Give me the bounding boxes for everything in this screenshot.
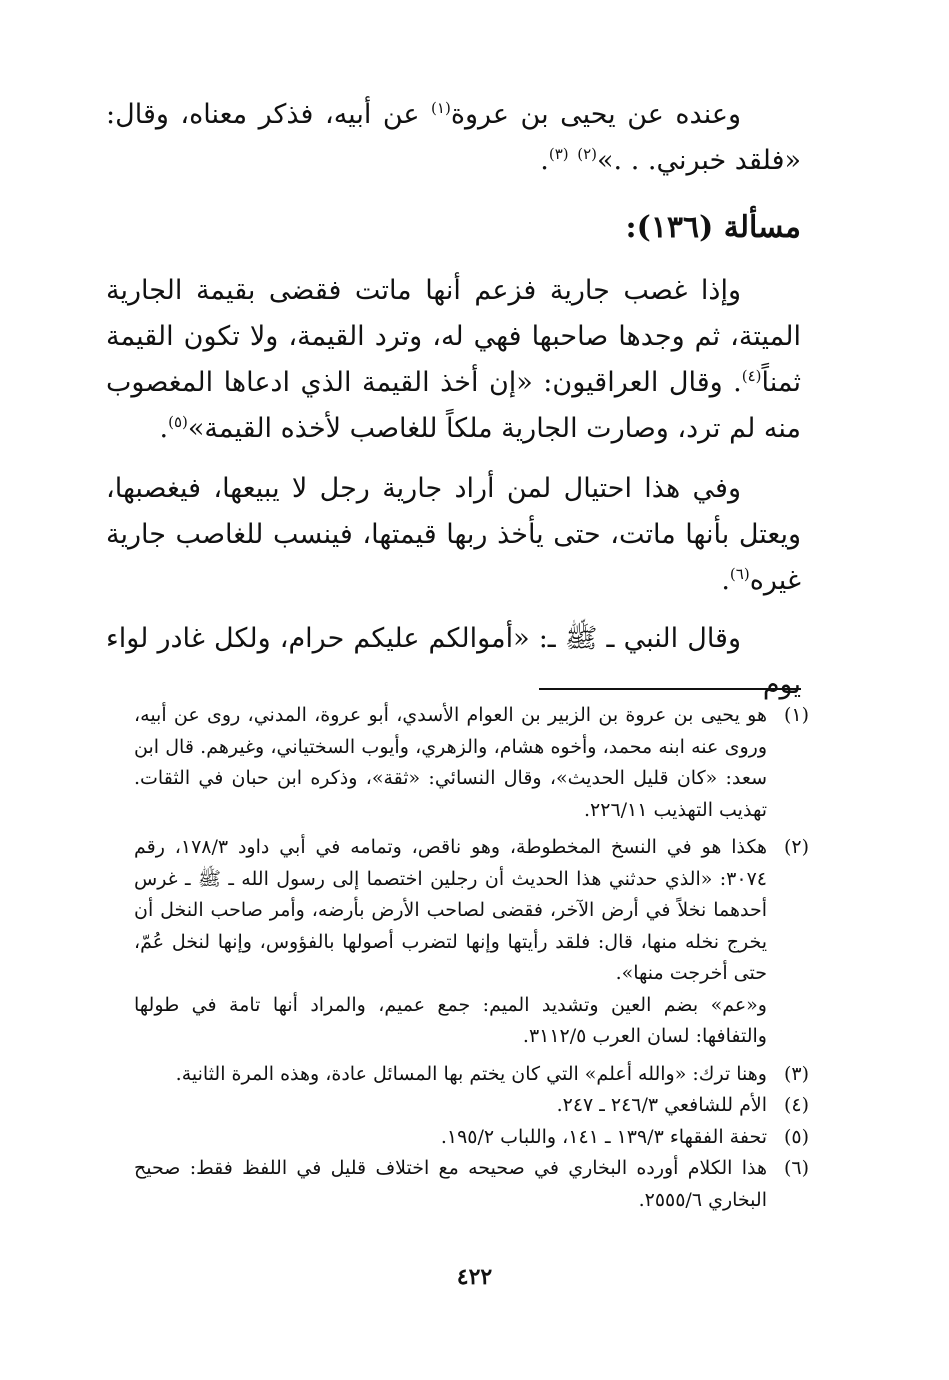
- footnote-text: وهنا ترك: «والله أعلم» التي كان يختم بها المسائل عادة، وهذه المرة الثانية.: [175, 1062, 767, 1085]
- footnote-number: (٢): [783, 836, 809, 858]
- footnote-number: (٤): [783, 1094, 809, 1116]
- paragraph-3: [106, 466, 801, 604]
- footnote-3: [134, 1059, 809, 1091]
- footnote-5: [134, 1122, 809, 1154]
- para4-text: وقال النبي ـ ﷺ ـ: «أموالكم عليكم حرام، ولكل غادر لواء يوم: [106, 623, 801, 700]
- paragraph-2-text: [106, 268, 801, 452]
- footnote-ref-6[interactable]: (٦): [729, 565, 750, 583]
- para2-tail: .: [159, 413, 169, 444]
- para2-text-b: . وقال العراقيون: «إن أخذ القيمة الذي ادعاها المغصوب منه لم ترد، وصارت الجارية ملكاً للغاصب لأخذه القيمة»: [106, 367, 801, 444]
- paragraph-1: [106, 92, 801, 184]
- issue-heading: مسألة (١٣٦):: [625, 210, 801, 245]
- footnote-number: (٥): [783, 1125, 809, 1148]
- footnotes: [134, 700, 809, 1216]
- para1-text-a: وعنده عن يحيى بن عروة: [450, 99, 741, 130]
- footnote-ref-1[interactable]: (١): [431, 99, 451, 117]
- footnote-1: [134, 700, 809, 826]
- footnote-separator: [539, 688, 801, 690]
- para3-text: وفي هذا احتيال لمن أراد جارية رجل لا يبيعها، فيغصبها، ويعتل بأنها ماتت، حتى يأخذ ربها قيمتها، فينسب للغاصب جارية غيره: [106, 473, 801, 596]
- footnote-ref-2[interactable]: (٢): [577, 145, 598, 163]
- footnote-text: هكذا هو في النسخ المخطوطة، وهو ناقص، وتمامه في أبي داود ١٧٨/٣، رقم ٣٠٧٤: «الذي حدثني هذا الحديث أن رجلين اختصما إلى رسول الله ـ ﷺ ـ غرس أحدهما نخلاً في أرض الآخر، فقضى لصاحب الأرض بأرضه، وأمر صاحب النخل أن يخرج نخله منها، قال: فلقد رأيتها وإنها لتضرب أصولها بالفؤوس، وإنها لنخل عُمّ، حتى أخرجت منها».: [134, 836, 767, 984]
- footnote-6: [134, 1153, 809, 1216]
- footnote-number: (٦): [783, 1157, 809, 1179]
- para1-tail: .: [540, 145, 549, 176]
- paragraph-3-text: [106, 466, 801, 604]
- paragraph-4-text: [106, 616, 801, 708]
- footnote-number: (٣): [783, 1062, 809, 1085]
- paragraph-4: [106, 616, 801, 708]
- footnote-text: هذا الكلام أورده البخاري في صحيحه مع اختلاف قليل في اللفظ فقط: صحيح البخاري ٢٥٥٥/٦.: [134, 1157, 767, 1211]
- footnote-text-continued: و«عم» بضم العين وتشديد الميم: جمع عميم، والمراد أنها تامة في طولها والتفافها: لسان العرب ٣١١٢/٥.: [134, 993, 767, 1047]
- para2-text-a: وإذا غصب جارية فزعم أنها ماتت فقضى بقيمة الجارية الميتة، ثم وجدها صاحبها فهي له، وترد القيمة، ولا تكون القيمة ثمناً: [106, 275, 801, 398]
- footnote-text: الأم للشافعي ٢٤٦/٣ ـ ٢٤٧.: [556, 1094, 767, 1116]
- footnote-ref-3[interactable]: (٣): [548, 145, 569, 163]
- para3-tail: .: [721, 565, 730, 596]
- footnote-2: [134, 832, 809, 1053]
- footnote-text: تحفة الفقهاء ١٣٩/٣ ـ ١٤١، واللباب ١٩٥/٢.: [440, 1125, 767, 1148]
- footnote-4: [134, 1090, 809, 1122]
- page-number: ٤٢٢: [456, 1264, 493, 1290]
- footnote-text: هو يحيى بن عروة بن الزبير بن العوام الأسدي، أبو عروة، المدني، روى عن أبيه، وروى عنه ابنه محمد، وأخوه هشام، والزهري، وأيوب السختياني، وغيرهم. قال ابن سعد: «كان قليل الحديث»، وقال النسائي: «ثقة»، وذكره ابن حبان في الثقات. تهذيب التهذيب ٢٢٦/١١.: [134, 704, 767, 821]
- footnote-body: [134, 832, 767, 1053]
- paragraph-2: [106, 268, 801, 452]
- paragraph-1-text: [106, 92, 801, 184]
- footnote-ref-5[interactable]: (٥): [168, 413, 188, 431]
- para1-text-b: عن أبيه، فذكر معناه، وقال: «فلقد خبرني. . .»: [106, 99, 801, 176]
- footnote-ref-4[interactable]: (٤): [741, 367, 762, 385]
- footnote-number: (١): [783, 704, 809, 726]
